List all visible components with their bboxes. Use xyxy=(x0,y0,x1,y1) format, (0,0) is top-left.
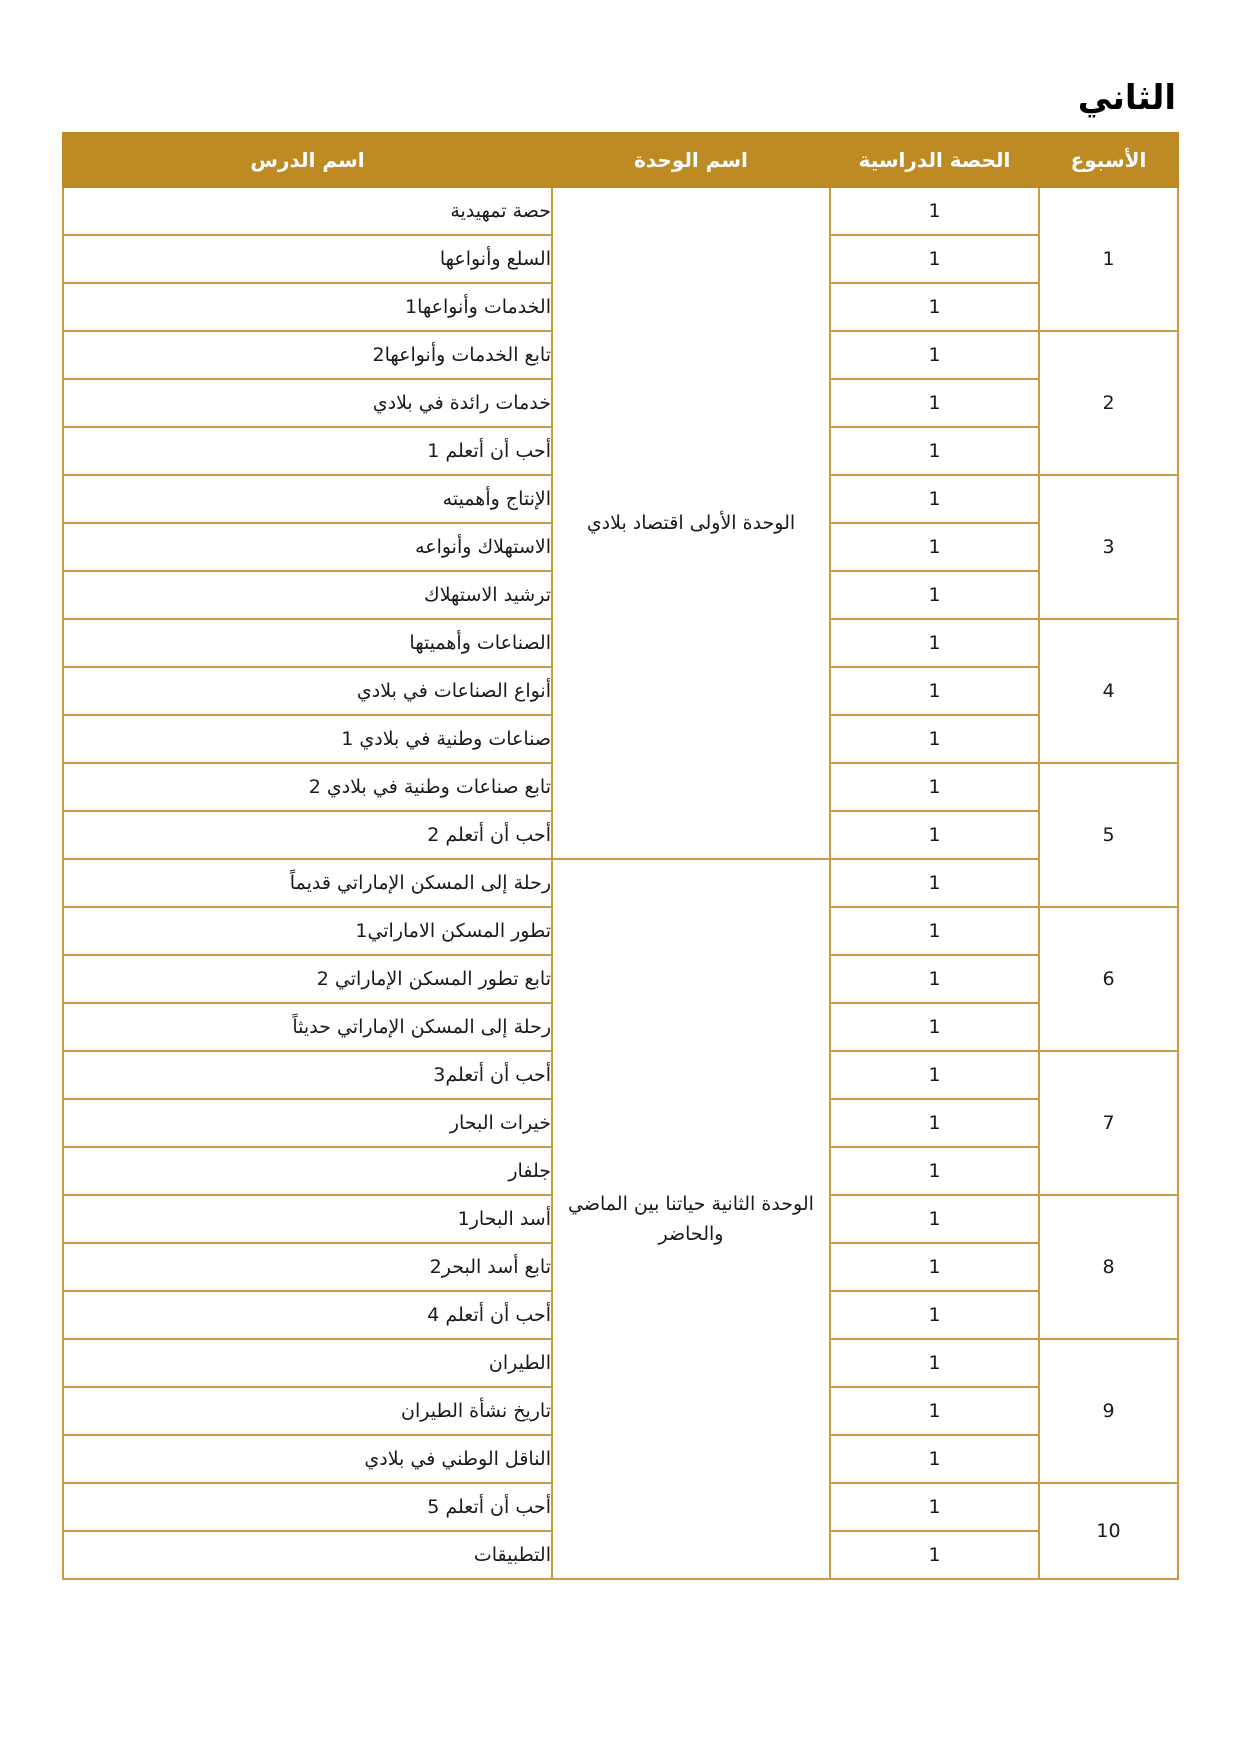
unit-cell: الوحدة الثانية حياتنا بين الماضي والحاضر xyxy=(552,859,830,1579)
lesson-cell: التطبيقات xyxy=(63,1531,552,1579)
session-cell: 1 xyxy=(830,1003,1039,1051)
session-cell: 1 xyxy=(830,283,1039,331)
session-cell: 1 xyxy=(830,811,1039,859)
session-cell: 1 xyxy=(830,1147,1039,1195)
session-cell: 1 xyxy=(830,1531,1039,1579)
lesson-cell: جلفار xyxy=(63,1147,552,1195)
session-cell: 1 xyxy=(830,1291,1039,1339)
week-cell: 9 xyxy=(1039,1339,1178,1483)
header-week: الأسبوع xyxy=(1039,133,1178,187)
lesson-cell: تابع الخدمات وأنواعها2 xyxy=(63,331,552,379)
session-cell: 1 xyxy=(830,955,1039,1003)
lesson-cell: الطيران xyxy=(63,1339,552,1387)
lesson-cell: حصة تمهيدية xyxy=(63,187,552,235)
session-cell: 1 xyxy=(830,1339,1039,1387)
week-cell: 10 xyxy=(1039,1483,1178,1579)
session-cell: 1 xyxy=(830,235,1039,283)
header-unit: اسم الوحدة xyxy=(552,133,830,187)
session-cell: 1 xyxy=(830,187,1039,235)
lesson-cell: الإنتاج وأهميته xyxy=(63,475,552,523)
page-title: الثاني xyxy=(1077,78,1176,118)
lesson-cell: تاريخ نشأة الطيران xyxy=(63,1387,552,1435)
session-cell: 1 xyxy=(830,379,1039,427)
session-cell: 1 xyxy=(830,1051,1039,1099)
lesson-cell: رحلة إلى المسكن الإماراتي قديماً xyxy=(63,859,552,907)
table-header-row xyxy=(63,133,1178,187)
session-cell: 1 xyxy=(830,1435,1039,1483)
lesson-cell: الاستهلاك وأنواعه xyxy=(63,523,552,571)
session-cell: 1 xyxy=(830,1099,1039,1147)
lesson-cell: تابع صناعات وطنية في بلادي 2 xyxy=(63,763,552,811)
session-cell: 1 xyxy=(830,907,1039,955)
session-cell: 1 xyxy=(830,427,1039,475)
lesson-cell: أحب أن أتعلم 4 xyxy=(63,1291,552,1339)
session-cell: 1 xyxy=(830,1387,1039,1435)
lesson-cell: خيرات البحار xyxy=(63,1099,552,1147)
session-cell: 1 xyxy=(830,1483,1039,1531)
curriculum-table xyxy=(62,132,1179,1580)
lesson-cell: الصناعات وأهميتها xyxy=(63,619,552,667)
session-cell: 1 xyxy=(830,1243,1039,1291)
lesson-cell: الناقل الوطني في بلادي xyxy=(63,1435,552,1483)
table-row xyxy=(63,859,1178,907)
week-cell: 8 xyxy=(1039,1195,1178,1339)
session-cell: 1 xyxy=(830,619,1039,667)
week-cell: 4 xyxy=(1039,619,1178,763)
week-cell: 2 xyxy=(1039,331,1178,475)
unit-cell: الوحدة الأولى اقتصاد بلادي xyxy=(552,187,830,859)
session-cell: 1 xyxy=(830,331,1039,379)
week-cell: 3 xyxy=(1039,475,1178,619)
lesson-cell: صناعات وطنية في بلادي 1 xyxy=(63,715,552,763)
session-cell: 1 xyxy=(830,523,1039,571)
week-cell: 7 xyxy=(1039,1051,1178,1195)
lesson-cell: تطور المسكن الاماراتي1 xyxy=(63,907,552,955)
table-row xyxy=(63,187,1178,235)
week-cell: 5 xyxy=(1039,763,1178,907)
lesson-cell: رحلة إلى المسكن الإماراتي حديثاً xyxy=(63,1003,552,1051)
lesson-cell: أحب أن أتعلم3 xyxy=(63,1051,552,1099)
session-cell: 1 xyxy=(830,715,1039,763)
header-session: الحصة الدراسية xyxy=(830,133,1039,187)
lesson-cell: السلع وأنواعها xyxy=(63,235,552,283)
week-cell: 6 xyxy=(1039,907,1178,1051)
lesson-cell: خدمات رائدة في بلادي xyxy=(63,379,552,427)
session-cell: 1 xyxy=(830,571,1039,619)
lesson-cell: الخدمات وأنواعها1 xyxy=(63,283,552,331)
session-cell: 1 xyxy=(830,763,1039,811)
lesson-cell: تابع أسد البحر2 xyxy=(63,1243,552,1291)
session-cell: 1 xyxy=(830,475,1039,523)
lesson-cell: أنواع الصناعات في بلادي xyxy=(63,667,552,715)
session-cell: 1 xyxy=(830,859,1039,907)
lesson-cell: تابع تطور المسكن الإماراتي 2 xyxy=(63,955,552,1003)
header-lesson: اسم الدرس xyxy=(63,133,552,187)
lesson-cell: أحب أن أتعلم 5 xyxy=(63,1483,552,1531)
week-cell: 1 xyxy=(1039,187,1178,331)
session-cell: 1 xyxy=(830,667,1039,715)
lesson-cell: أحب أن أتعلم 2 xyxy=(63,811,552,859)
session-cell: 1 xyxy=(830,1195,1039,1243)
lesson-cell: أسد البحار1 xyxy=(63,1195,552,1243)
lesson-cell: ترشيد الاستهلاك xyxy=(63,571,552,619)
lesson-cell: أحب أن أتعلم 1 xyxy=(63,427,552,475)
